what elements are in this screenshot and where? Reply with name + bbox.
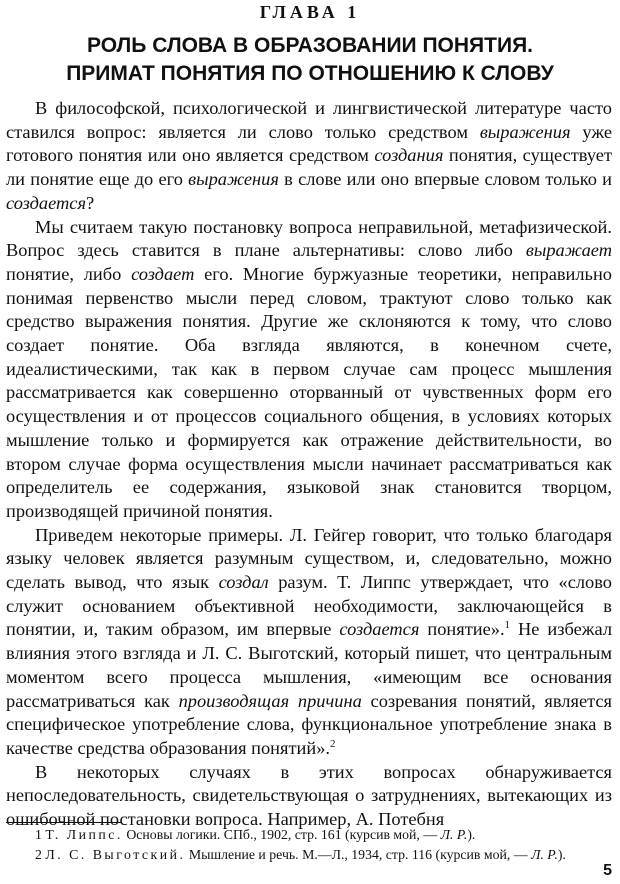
chapter-title-line-1: РОЛЬ СЛОВА В ОБРАЗОВАНИИ ПОНЯТИЯ. [86,34,533,57]
footnote [6,845,612,865]
text-run: созревания понятий, является специфическое употребление слова, функциональное употребление знака в качестве средства образования понятий». [6,690,612,758]
text-run: Основы логики. СПб., 1902, стр. 161 (курсив мой, — [122,827,441,842]
text-run: разум. Т. Липпс утверждает, что «слово служит основанием объективной необходимости, заключающейся в понятии, и, таким образом, им впервые [6,572,612,640]
text-run: Л. С. Выготский. [45,847,186,862]
text-run: Мышление и речь. М.—Л., 1934, стр. 116 (курсив мой, — [185,847,532,862]
italic-text: Л. Р. [440,827,468,842]
italic-text: выражает [525,240,612,261]
text-run: Т. Липпс. [45,827,123,842]
text-run: понятие, либо [6,263,132,284]
text-run: его. Многие буржуазные теоретики, неправильно понимая первенство мысли перед словом, трактуют слово только как средство выражения понятия. Другие же склоняются к тому, что слово создает понятие. Оба взгляда являются, в конечном счете, идеалистическими, так как в первом случае сам процесс мышления рассматривается как совершенно оторванный от чувственных форм его осуществления и от процессов социального общения, в условиях которых мышление только и формируется как отражение действительности, во втором случае форма осуществления мысли начинает рассматриваться как определитель ее содержания, языковой знак становится творцом, производящей причиной понятия. [6,263,612,521]
italic-text: создал [218,572,269,593]
text-run: 2 [35,847,46,862]
chapter-title-line-2: ПРИМАТ ПОНЯТИЯ ПО ОТНОШЕНИЮ К СЛОВУ [66,62,554,85]
footnote-ref: 1 [504,619,511,632]
footnotes [6,825,612,865]
footnote [6,825,612,845]
italic-text: создания [374,145,444,166]
paragraph [6,524,612,761]
text-run: Мы считаем такую постановку вопроса неправильной, метафизической. Вопрос здесь ставится в плане альтернативы: слово либо [6,216,612,261]
body-text [6,97,612,832]
text-run: 1 [35,827,46,842]
text-run: ). [467,827,476,842]
italic-text: создает [131,263,195,284]
paragraph [6,97,612,216]
italic-text: Л. Р. [531,847,558,862]
text-run: Не избежал влияния этого взгляда и Л. С. Выготский, который пишет, что центральным моментом всего процесса мышления, «имеющим все основания рассматриваться как [6,619,612,711]
text-run: ). [557,847,566,862]
italic-text: выражения [479,121,571,142]
italic-text: создается [339,619,420,640]
italic-text: выражения [188,169,279,190]
text-run: ? [86,192,95,213]
chapter-heading: ГЛАВА 1 [259,2,361,22]
footnote-ref: 2 [329,737,336,750]
text-run: в слове или оно впервые словом только и [278,169,612,190]
footnote-separator [6,822,121,823]
text-run: понятие». [419,619,505,640]
text-run: понятия, существует ли понятие еще до его [6,145,612,190]
paragraph [6,216,612,524]
text-run: В некоторых случаях в этих вопросах обнаруживается непоследовательность, свидетельствующая о затруднениях, вытекающих из ошибочной постановки вопроса. Например, А. Потебня [6,761,612,830]
page-number: 5 [603,862,612,879]
text-run: уже готового понятия или оно является средством [6,121,612,166]
italic-text: производящая причина [178,690,362,711]
text-run: Приведем некоторые примеры. Л. Гейгер говорит, что только благодаря языку человек является разумным существом, и, следовательно, можно сделать вывод, что язык [6,524,612,593]
text-run: В философской, психологической и лингвистической литературе часто ставился вопрос: является ли слово только средством [6,98,612,142]
italic-text: создается [6,192,87,213]
